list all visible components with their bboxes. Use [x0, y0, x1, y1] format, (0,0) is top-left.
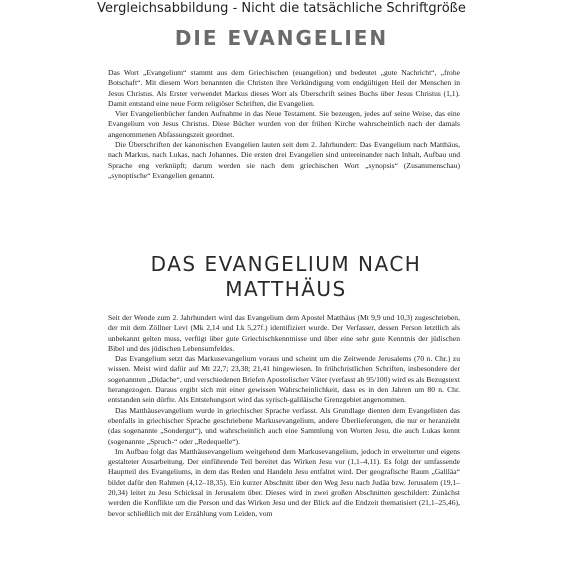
paragraph: Im Aufbau folgt das Matthäusevangelium weitgehend dem Markusevangelium, jedoch in erweiterter und eigens gestalteter Ausarbeitung. Der einführende Teil bereitet das Wirken Jesu vor (1,1–4,11). Es folgt der umfassende Hauptteil des Evangeliums, in dem das Reden und Handeln Jesu entfaltet wird. Der geografische Raum „Galiläa“ bildet dafür den Rahmen (4,12–18,35). Ein kurzer Abschnitt über den Weg Jesu nach Judäa bzw. Jerusalem (19,1–20,34) leitet zu Jesu Schicksal in Jerusalem über. Dieses wird in zwei großen Abschnitten geschildert: Zunächst werden die Konflikte um die Person und das Wirken Jesu und der Blick auf die Endzeit thematisiert (21,1–25,46), bevor schließlich mit der Erzählung vom Leiden, vom — [108, 446, 460, 518]
section-title-evangelien: DIE EVANGELIEN — [174, 26, 389, 50]
intro-text-block — [108, 68, 460, 181]
matthaeus-text-block — [108, 313, 460, 519]
paragraph: Das Evangelium setzt das Markusevangelium voraus und scheint um die Zeitwende Jerusalems (70 n. Chr.) zu wissen. Meist wird dafür auf Mt 22,7; 23,38; 21,41 hingewiesen. In frühchristlichen Schriften, insbesondere der sogenannten „Didache“, und verschiedenen Briefen Apostolischer Väter (verfasst ab 95/100) wird es als Bezugstext herangezogen. Daraus ergibt sich mit einer gewissen Wahrscheinlichkeit, dass es in den Jahren um 80 n. Chr. entstanden sein dürfte. Als Entstehungsort wird das syrisch-galiläische Grenzgebiet angenommen. — [108, 354, 461, 405]
paragraph: Die Überschriften der kanonischen Evangelien lauten seit dem 2. Jahrhundert: Das Evangelium nach Matthäus, nach Markus, nach Lukas, nach Johannes. Die ersten drei Evangelien sind untereinander nach Inhalt, Aufbau und Sprache eng verknüpft; darum werden sie nach dem griechischen Wort „synopsis“ (Zusammenschau) „synoptische“ Evangelien genannt. — [108, 140, 460, 180]
paragraph: Das Wort „Evangelium“ stammt aus dem Griechischen (euangelion) und bedeutet „gute Nachricht“, „frohe Botschaft“. Mit diesem Wort benannten die Christen ihre Verkündigung vom endgültigen Heil der Menschen in Jesus Christus. Als Erster verwendet Markus dieses Wort als Überschrift seines Buchs über Jesus Christus (1,1). Damit entstand eine neue Form religiöser Schriften, die Evangelien. — [108, 68, 460, 108]
paragraph: Vier Evangelienbücher fanden Aufnahme in das Neue Testament. Sie bezeugen, jedes auf seine Weise, das eine Evangelium von Jesus Christus. Diese Bücher wurden von der frühen Kirche wahrscheinlich nach der damals angenommenen Abfassungszeit geordnet. — [108, 109, 460, 139]
comparison-caption: Vergleichsabbildung - Nicht die tatsächliche Schriftgröße — [97, 1, 466, 16]
section-title-matthaeus: DAS EVANGELIUM NACH MATTHÄUS — [150, 252, 422, 301]
paragraph: Das Matthäusevangelium wurde in griechischer Sprache verfasst. Als Grundlage dienten dem Evangelisten das ebenfalls in griechischer Sprache geschriebene Markusevangelium, andere Überlieferungen, die nur er heranzieht (das sogenannte „Sondergut“), und wahrscheinlich auch eine Sammlung von Worten Jesu, die auch Lukas kennt (sogenannte „Spruch-“ oder „Redequelle“). — [108, 405, 460, 446]
paragraph: Seit der Wende zum 2. Jahrhundert wird das Evangelium dem Apostel Matthäus (Mt 9,9 und 10,3) zugeschrieben, der mit dem Zöllner Levi (Mk 2,14 und Lk 5,27f.) identifiziert wurde. Der Verfasser, dessen Person letztlich als unbekannt gelten muss, verfügt über gute Griechischkenntnisse und über eine sehr gute Kenntnis der jüdischen Bibel und des jüdischen Lebensumfeldes. — [108, 313, 460, 353]
